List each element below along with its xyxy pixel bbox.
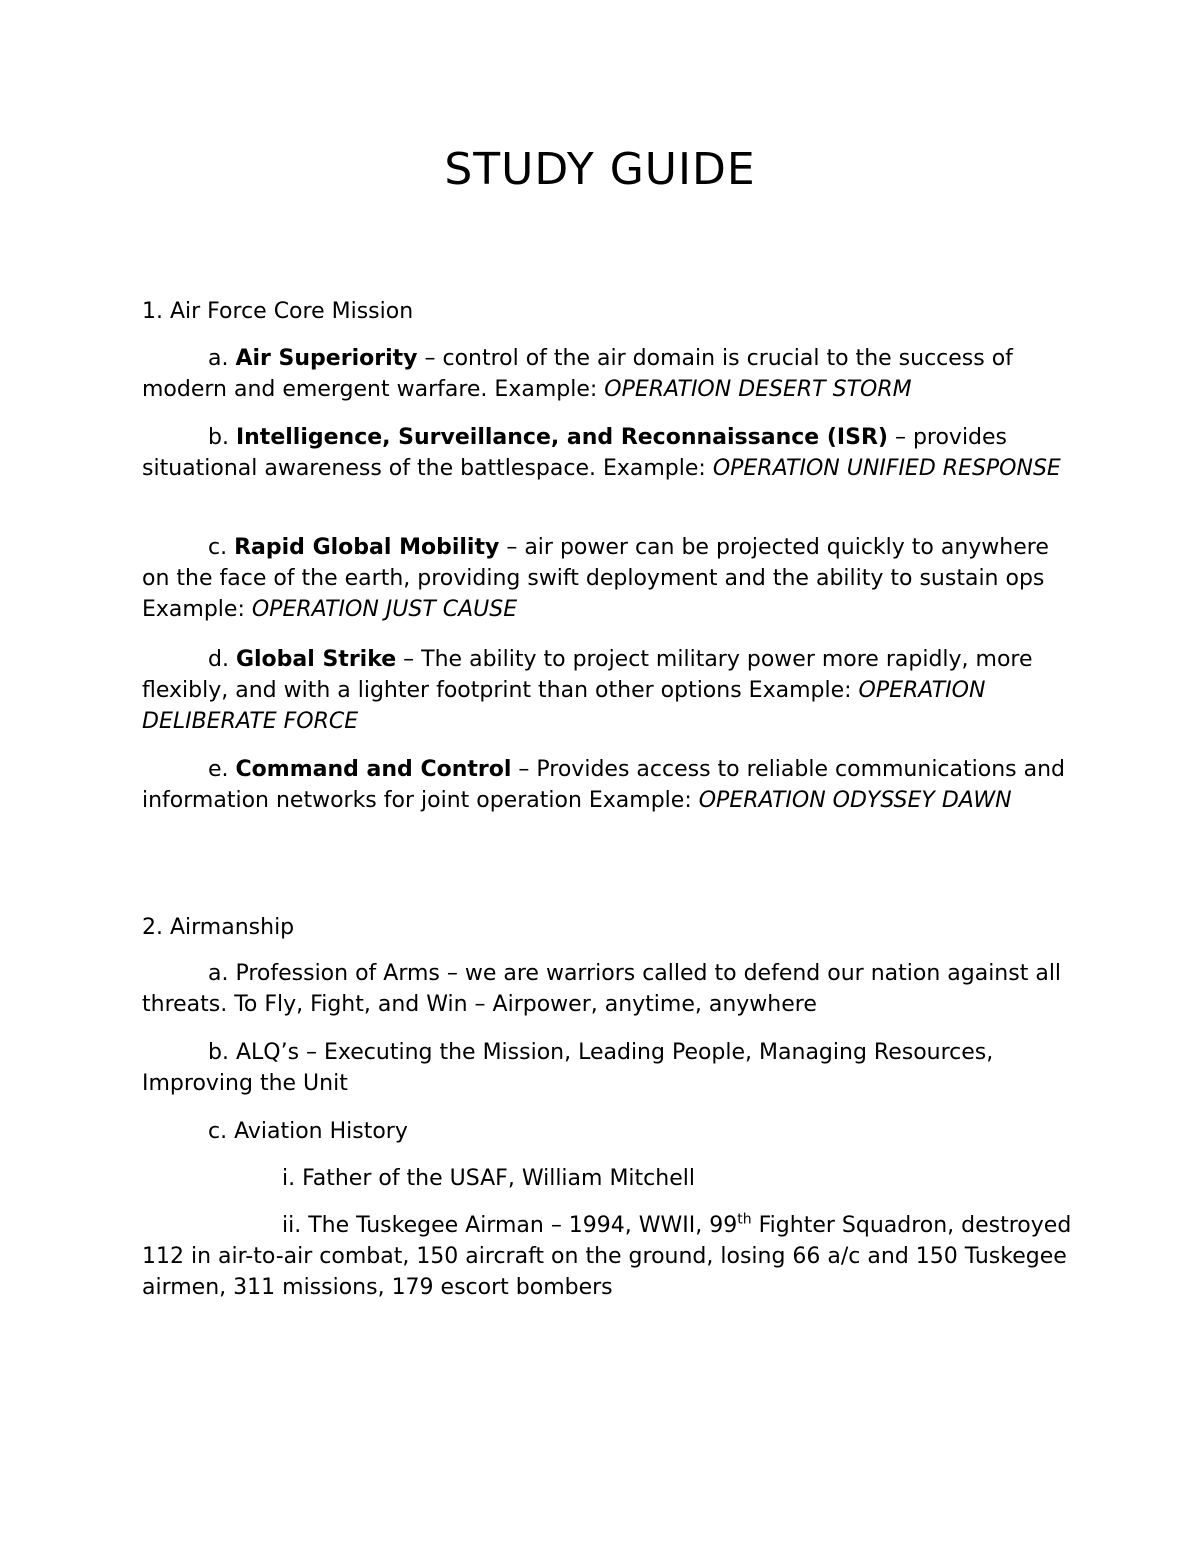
item-description: – control of the air domain is crucial to the success of modern and emergent warfare. Example:	[142, 346, 1013, 402]
section-1-item-e	[142, 754, 1082, 816]
item-text-end: Fighter Squadron, destroyed 112 in air-to-air combat, 150 aircraft on the ground, losing 66 a/c and 150 Tuskegee airmen, 311 missions, 179 escort bombers	[142, 1213, 1072, 1300]
ordinal-suffix: th	[737, 1211, 752, 1228]
item-prefix: c.	[208, 535, 235, 560]
item-text-start: ii. The Tuskegee Airman – 1994, WWII, 99	[282, 1213, 738, 1238]
section-2-item-c: c. Aviation History	[208, 1119, 408, 1144]
section-2-item-a: a. Profession of Arms – we are warriors called to defend our nation against all threats. To Fly, Fight, and Win – Airpower, anytime, anywhere	[142, 961, 1062, 1017]
item-prefix: e.	[208, 757, 236, 782]
section-2-item-c-i: i. Father of the USAF, William Mitchell	[282, 1166, 695, 1191]
section-1-heading: 1. Air Force Core Mission	[142, 299, 414, 324]
item-term: Global Strike	[235, 647, 397, 672]
section-2-item-b: b. ALQ’s – Executing the Mission, Leading People, Managing Resources, Improving the Unit	[142, 1040, 994, 1096]
item-term: Air Superiority	[235, 346, 418, 371]
item-description: – The ability to project military power more rapidly, more flexibly, and with a lighter footprint than other options Example:	[142, 647, 1033, 703]
item-example: OPERATION ODYSSEY DAWN	[698, 788, 1012, 813]
item-example: OPERATION DELIBERATE FORCE	[142, 678, 986, 734]
item-example: OPERATION DESERT STORM	[604, 377, 912, 402]
item-term: Intelligence, Surveillance, and Reconnaissance (ISR)	[235, 425, 888, 450]
item-example: OPERATION UNIFIED RESPONSE	[712, 456, 1061, 481]
item-description: – provides situational awareness of the battlespace. Example:	[142, 425, 1008, 481]
item-description: – Provides access to reliable communications and information networks for joint operation Example:	[142, 757, 1065, 813]
item-prefix: d.	[208, 647, 236, 672]
section-2-item-c-ii	[142, 1210, 1082, 1303]
section-1-item-c	[142, 532, 1082, 625]
item-prefix: b.	[208, 425, 236, 450]
section-2-heading: 2. Airmanship	[142, 915, 295, 940]
item-prefix: a.	[208, 346, 236, 371]
section-1-item-a	[142, 343, 1082, 405]
page-title: STUDY GUIDE	[444, 144, 756, 195]
item-example: OPERATION JUST CAUSE	[251, 597, 518, 622]
item-description: – air power can be projected quickly to anywhere on the face of the earth, providing swift deployment and the ability to sustain ops Example:	[142, 535, 1049, 622]
item-term: Command and Control	[235, 757, 512, 782]
section-1-item-d	[142, 644, 1082, 737]
item-term: Rapid Global Mobility	[234, 535, 500, 560]
section-1-item-b	[142, 422, 1082, 484]
